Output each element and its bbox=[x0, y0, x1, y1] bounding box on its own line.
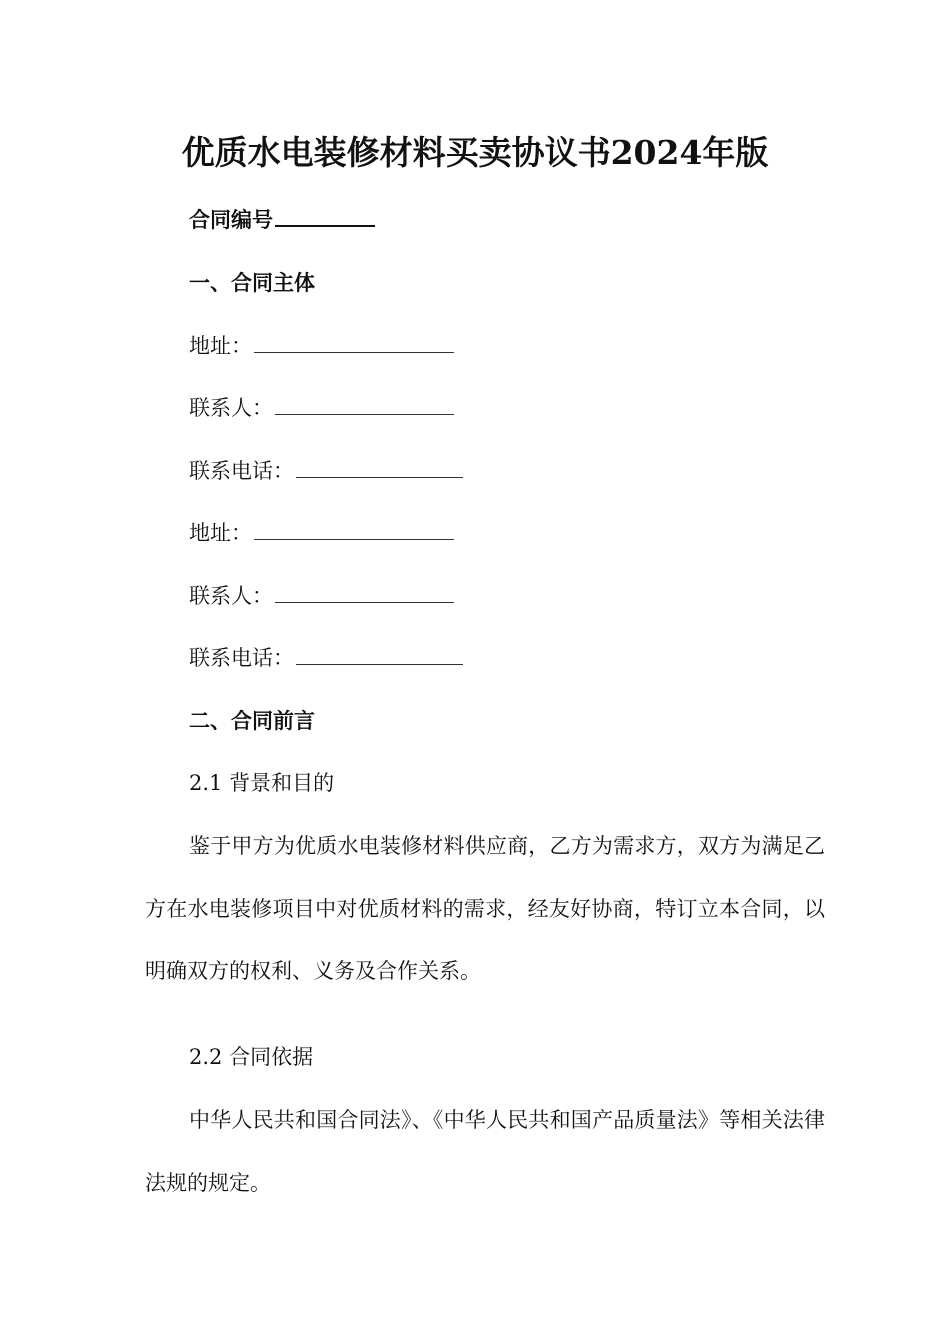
party-b-contact-blank bbox=[275, 584, 454, 603]
party-b-phone-line bbox=[189, 643, 463, 673]
party-a-phone-blank bbox=[296, 459, 463, 478]
party-b-contact-label: 联系人： bbox=[189, 584, 273, 608]
party-a-phone-line bbox=[189, 456, 463, 486]
subsection-2-1-heading: 2.1 背景和目的 bbox=[189, 771, 335, 795]
party-a-contact-label: 联系人： bbox=[189, 396, 273, 420]
paragraph-2-2: 中华人民共和国合同法》、《中华人民共和国产品质量法》等相关法律法规的规定。 bbox=[145, 1108, 825, 1195]
party-b-contact-line bbox=[189, 581, 454, 611]
contract-number-blank bbox=[275, 207, 375, 227]
party-a-contact-line bbox=[189, 393, 454, 423]
party-a-address-label: 地址： bbox=[189, 334, 252, 358]
paragraph-2-1: 鉴于甲方为优质水电装修材料供应商，乙方为需求方，双方为满足乙方在水电装修项目中对优质材料的需求，经友好协商，特订立本合同，以明确双方的权利、义务及合作关系。 bbox=[145, 834, 825, 983]
subsection-2-2-heading: 2.2 合同依据 bbox=[189, 1045, 314, 1069]
party-b-phone-blank bbox=[296, 646, 463, 665]
party-a-address-blank bbox=[254, 334, 454, 353]
party-a-contact-blank bbox=[275, 396, 454, 415]
contract-number-label: 合同编号 bbox=[189, 207, 273, 232]
party-b-phone-label: 联系电话： bbox=[189, 646, 294, 670]
party-a-phone-label: 联系电话： bbox=[189, 459, 294, 483]
party-b-address-line bbox=[189, 518, 454, 548]
section2-heading: 二、合同前言 bbox=[189, 708, 315, 733]
section1-heading: 一、合同主体 bbox=[189, 270, 315, 295]
contract-number-line bbox=[189, 205, 375, 235]
document-title: 优质水电装修材料买卖协议书2024年版 bbox=[181, 133, 769, 172]
party-b-address-blank bbox=[254, 521, 454, 540]
party-a-address-line bbox=[189, 331, 454, 361]
party-b-address-label: 地址： bbox=[189, 521, 252, 545]
